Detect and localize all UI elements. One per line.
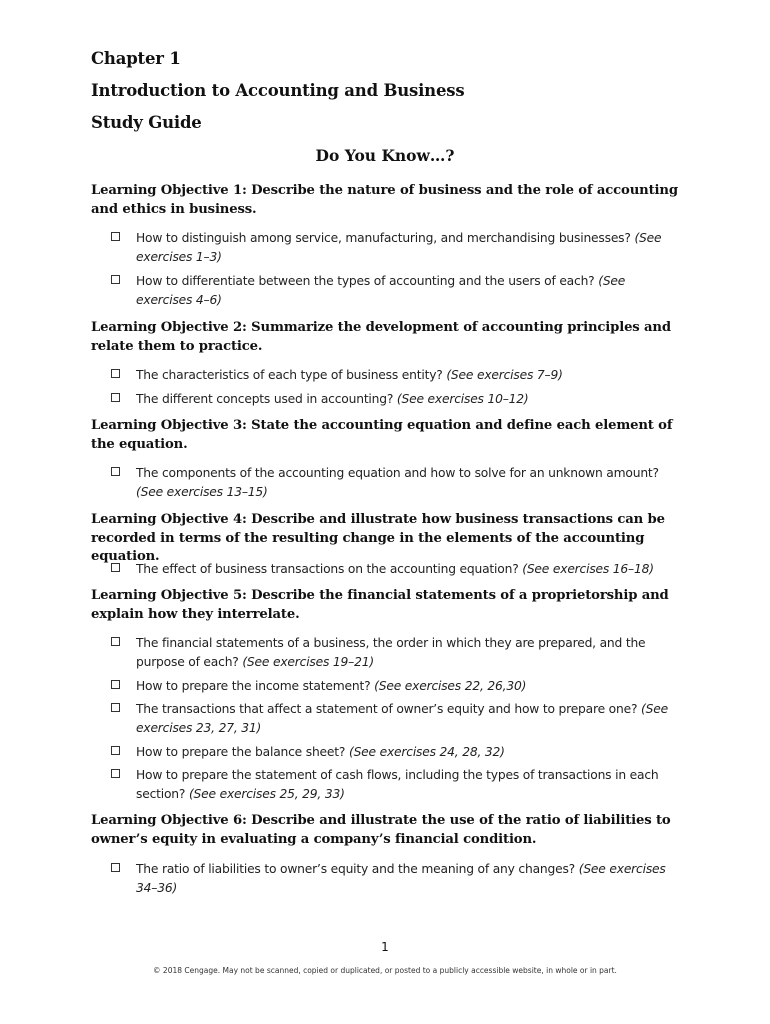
exercise-ref: (See exercises 22, 26,30)	[374, 679, 527, 693]
exercise-ref: (See exercises 23, 27, 31)	[136, 702, 668, 735]
guide-subtitle: Study Guide	[91, 113, 202, 132]
checklist-item	[111, 634, 671, 672]
item-text: The transactions that affect a statement of owner’s equity and how to prepare one?	[136, 702, 638, 716]
item-text: How to prepare the income statement?	[136, 679, 371, 693]
item-text: How to distinguish among service, manufacturing, and merchandising businesses?	[136, 231, 631, 245]
item-text: How to differentiate between the types of accounting and the users of each?	[136, 274, 595, 288]
copyright-notice: © 2018 Cengage. May not be scanned, copied or duplicated, or posted to a publicly accessible website, in whole or in part.	[153, 966, 617, 975]
exercise-ref: (See exercises 25, 29, 33)	[188, 787, 345, 801]
item-text: The ratio of liabilities to owner’s equity and the meaning of any changes?	[136, 862, 576, 876]
item-text: The different concepts used in accounting?	[136, 392, 394, 406]
item-text: The financial statements of a business, the order in which they are prepared, and the purpose of each?	[136, 636, 646, 669]
checkbox[interactable]	[111, 275, 120, 284]
checklist-item	[111, 272, 671, 310]
objective-2-heading: Learning Objective 2: Summarize the development of accounting principles and relate them to practice.	[91, 320, 671, 354]
checkbox[interactable]	[111, 393, 120, 402]
checkbox[interactable]	[111, 467, 120, 476]
objective-1-heading: Learning Objective 1: Describe the nature of business and the role of accounting and ethics in business.	[91, 183, 678, 217]
checkbox[interactable]	[111, 563, 120, 572]
item-text: How to prepare the balance sheet?	[136, 745, 346, 759]
objective-3-heading: Learning Objective 3: State the accounting equation and define each element of the equation.	[91, 418, 673, 452]
checkbox[interactable]	[111, 637, 120, 646]
checklist-item	[111, 860, 671, 898]
chapter-title: Introduction to Accounting and Business	[91, 81, 465, 100]
exercise-ref: (See exercises 4–6)	[136, 274, 626, 307]
exercise-ref: (See exercises 19–21)	[242, 655, 374, 669]
objective-6-heading: Learning Objective 6: Describe and illustrate the use of the ratio of liabilities to owner’s equity in evaluating a company’s financial condition.	[91, 813, 671, 847]
objective-4-heading: Learning Objective 4: Describe and illustrate how business transactions can be recorded in terms of the resulting change in the elements of the accounting equation.	[91, 512, 665, 564]
checklist-item	[111, 390, 671, 409]
checklist-item	[111, 464, 671, 502]
page-number: 1	[381, 940, 389, 954]
exercise-ref: (See exercises 1–3)	[136, 231, 662, 264]
checkbox[interactable]	[111, 369, 120, 378]
checkbox[interactable]	[111, 703, 120, 712]
chapter-label: Chapter 1	[91, 49, 181, 68]
item-text: How to prepare the statement of cash flows, including the types of transactions in each section?	[136, 768, 659, 801]
exercise-ref: (See exercises 24, 28, 32)	[348, 745, 505, 759]
checkbox[interactable]	[111, 232, 120, 241]
checklist-item	[111, 700, 671, 738]
checklist-item	[111, 560, 671, 579]
checklist-item	[111, 766, 671, 804]
checklist-item	[111, 677, 671, 696]
checklist-item	[111, 366, 671, 385]
item-text: The components of the accounting equation and how to solve for an unknown amount?	[136, 466, 659, 480]
section-title: Do You Know…?	[315, 146, 455, 165]
objective-5-heading: Learning Objective 5: Describe the financial statements of a proprietorship and explain how they interrelate.	[91, 588, 669, 622]
item-text: The characteristics of each type of business entity?	[136, 368, 443, 382]
checkbox[interactable]	[111, 863, 120, 872]
checklist-item	[111, 743, 671, 762]
exercise-ref: (See exercises 7–9)	[446, 368, 563, 382]
checkbox[interactable]	[111, 680, 120, 689]
exercise-ref: (See exercises 10–12)	[396, 392, 529, 406]
exercise-ref: (See exercises 34–36)	[136, 862, 666, 895]
item-text: The effect of business transactions on the accounting equation?	[136, 562, 519, 576]
exercise-ref: (See exercises 13–15)	[136, 485, 268, 499]
checkbox[interactable]	[111, 769, 120, 778]
checklist-item	[111, 229, 671, 267]
checkbox[interactable]	[111, 746, 120, 755]
exercise-ref: (See exercises 16–18)	[522, 562, 654, 576]
